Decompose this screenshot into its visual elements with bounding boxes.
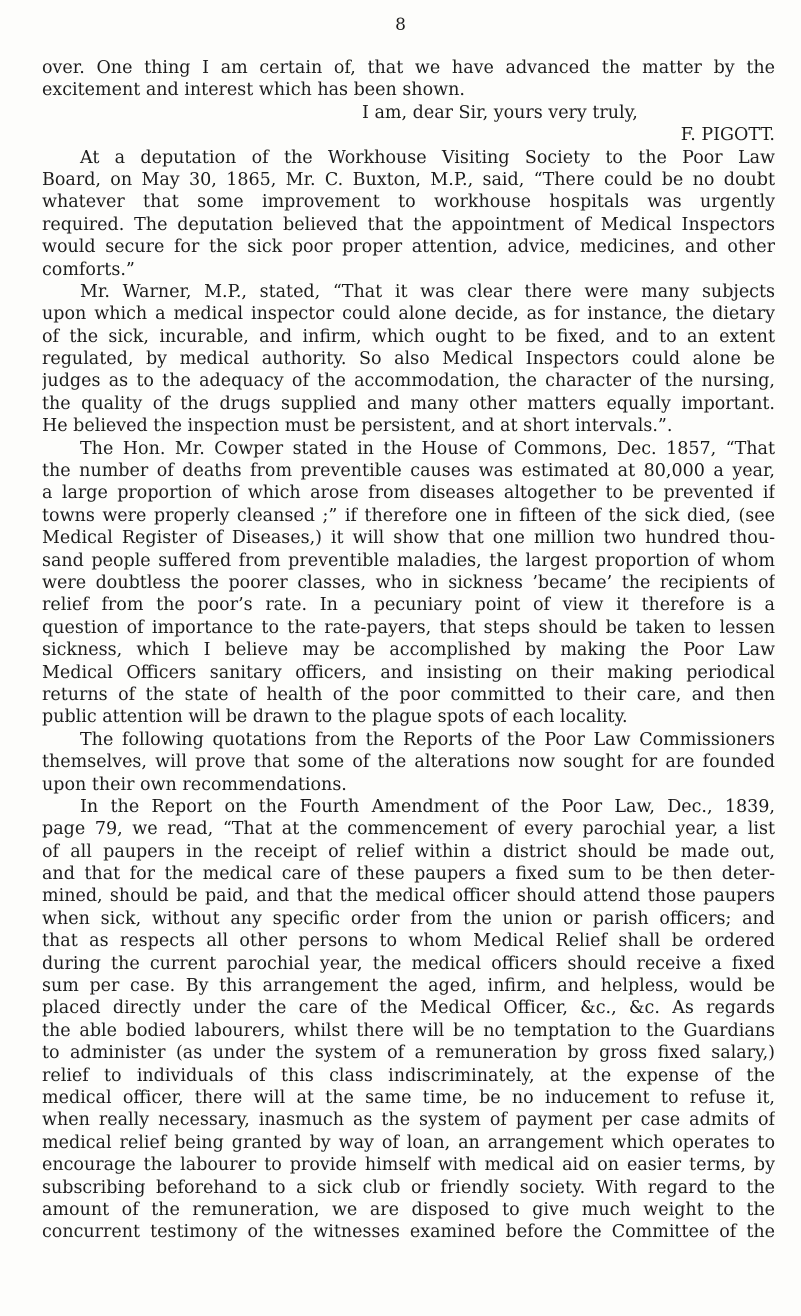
text-line: concurrent testimony of the witnesses examined before the Committee of the (42, 1222, 775, 1243)
text-line: The following quotations from the Reports of the Poor Law Commissioners (80, 729, 775, 750)
text-line: whatever that some improvement to workhouse hospitals was urgently (42, 192, 775, 213)
text-line: that as respects all other persons to whom Medical Relief shall be ordered (42, 931, 775, 952)
text-line: In the Report on the Fourth Amendment of the Poor Law, Dec., 1839, (80, 796, 775, 817)
text-line: were doubtless the poorer classes, who in sickness ’became’ the recipients of (42, 572, 775, 593)
text-line: At a deputation of the Workhouse Visiting Society to the Poor Law (80, 147, 775, 168)
text-line: upon which a medical inspector could alone decide, as for instance, the dietary (42, 304, 775, 325)
text-line: to administer (as under the system of a remuneration by gross fixed salary,) (42, 1043, 775, 1064)
text-line: of the sick, incurable, and infirm, which ought to be fixed, and to an extent (42, 326, 775, 347)
text-line: page 79, we read, “That at the commencement of every parochial year, a list (42, 819, 775, 840)
text-line: themselves, will prove that some of the alterations now sought for are founded (42, 752, 775, 773)
text-line: question of importance to the rate-payers, that steps should be taken to lessen (42, 617, 775, 638)
text-line: the able bodied labourers, whilst there will be no temptation to the Guardians (42, 1020, 775, 1041)
text-line: required. The deputation believed that the appointment of Medical Inspectors (42, 214, 775, 235)
text-line: the quality of the drugs supplied and many other matters equally important. (42, 393, 775, 414)
text-line: and that for the medical care of these paupers a fixed sum to be then deter- (42, 864, 775, 885)
text-line: towns were properly cleansed ;” if therefore one in fifteen of the sick died, (see (42, 505, 775, 526)
text-line: Board, on May 30, 1865, Mr. C. Buxton, M.P., said, “There could be no doubt (42, 169, 775, 190)
text-line: Mr. Warner, M.P., stated, “That it was clear there were many subjects (80, 281, 775, 302)
text-line: public attention will be drawn to the plague spots of each locality. (42, 707, 628, 728)
text-line: returns of the state of health of the poor committed to their care, and then (42, 684, 775, 705)
text-line: of all paupers in the receipt of relief within a district should be made out, (42, 841, 775, 862)
text-line: sickness, which I believe may be accomplished by making the Poor Law (42, 640, 775, 661)
text-line: I am, dear Sir, yours very truly, (362, 102, 638, 123)
page-body-text (42, 57, 775, 1244)
text-line: medical officer, there will at the same time, be no inducement to refuse it, (42, 1087, 775, 1108)
text-line: sand people suffered from preventible maladies, the largest proportion of whom (42, 550, 775, 571)
text-line: a large proportion of which arose from diseases altogether to be prevented if (42, 483, 775, 504)
text-line: He believed the inspection must be persistent, and at short intervals.”. (42, 416, 673, 437)
text-line: Medical Officers sanitary officers, and insisting on their making periodical (42, 662, 775, 683)
text-line: when sick, without any specific order from the union or parish officers; and (42, 908, 775, 929)
text-line: during the current parochial year, the medical officers should receive a fixed (42, 953, 775, 974)
text-line: The Hon. Mr. Cowper stated in the House of Commons, Dec. 1857, “That (80, 438, 775, 459)
text-line: would secure for the sick poor proper attention, advice, medicines, and other (42, 237, 775, 258)
page-number: 8 (395, 15, 406, 35)
text-line: over. One thing I am certain of, that we have advanced the matter by the (42, 58, 775, 78)
text-line: amount of the remuneration, we are disposed to give much weight to the (42, 1199, 775, 1220)
text-line: comforts.” (42, 259, 135, 280)
text-line: relief from the poor’s rate. In a pecuniary point of view it therefore is a (42, 595, 775, 616)
text-line: placed directly under the care of the Medical Officer, &c., &c. As regards (42, 998, 775, 1019)
text-line: upon their own recommendations. (42, 774, 347, 795)
text-line: encourage the labourer to provide himself with medical aid on easier terms, by (42, 1155, 775, 1176)
text-line: subscribing beforehand to a sick club or friendly society. With regard to the (42, 1177, 775, 1198)
text-line: when really necessary, inasmuch as the system of payment per case admits of (42, 1110, 775, 1131)
text-line: sum per case. By this arrangement the aged, infirm, and helpless, would be (42, 976, 775, 997)
text-line: mined, should be paid, and that the medical officer should attend those paupers (42, 886, 775, 907)
text-line: Medical Register of Diseases,) it will show that one million two hundred thou- (42, 528, 775, 549)
text-line: judges as to the adequacy of the accommodation, the character of the nursing, (42, 371, 775, 392)
text-line: regulated, by medical authority. So also Medical Inspectors could alone be (42, 349, 775, 370)
text-line: medical relief being granted by way of loan, an arrangement which operates to (42, 1132, 775, 1153)
text-line: F. PIGOTT. (680, 125, 775, 146)
text-line: the number of deaths from preventible causes was estimated at 80,000 a year, (42, 461, 775, 482)
text-line: excitement and interest which has been shown. (42, 80, 465, 101)
text-line: relief to individuals of this class indiscriminately, at the expense of the (42, 1065, 775, 1086)
